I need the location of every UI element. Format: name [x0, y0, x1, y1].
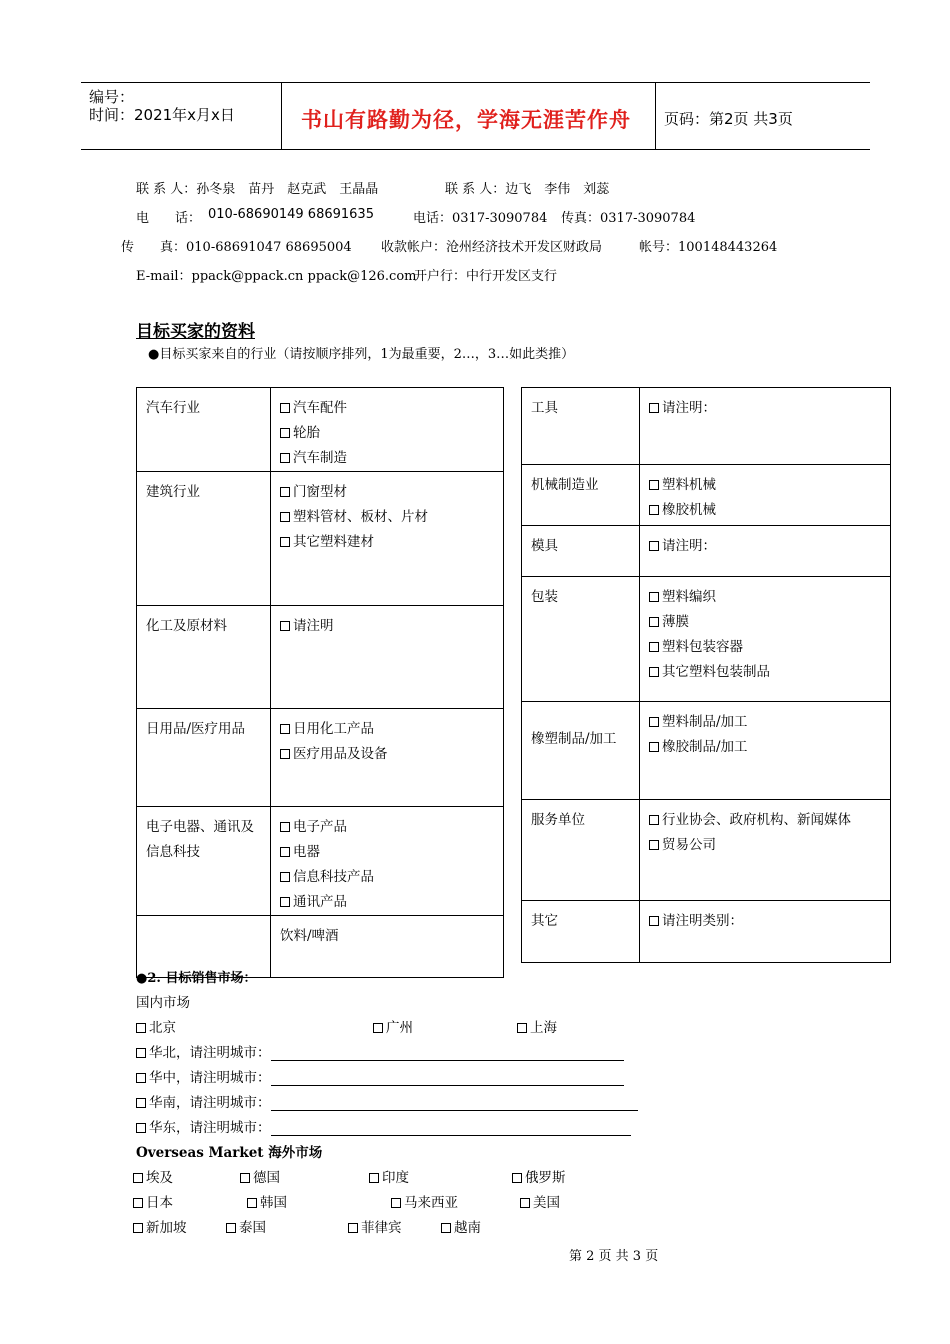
- checkbox-beijing[interactable]: 北京: [136, 1016, 176, 1036]
- checkbox-option[interactable]: 行业协会、政府机构、新闻媒体: [649, 808, 890, 833]
- table-row: [522, 465, 891, 526]
- checkbox-icon[interactable]: [240, 1173, 250, 1183]
- checkbox-icon[interactable]: [649, 916, 659, 926]
- options-cell: [640, 577, 891, 702]
- checkbox-icon[interactable]: [280, 724, 290, 734]
- contact-persons-right: 联 系 人：边飞 李伟 刘蕊: [445, 182, 610, 197]
- checkbox-icon[interactable]: [649, 717, 659, 727]
- checkbox-icon[interactable]: [649, 667, 659, 677]
- checkbox-icon[interactable]: [280, 453, 290, 463]
- table-row: [137, 807, 504, 916]
- table-row: [137, 606, 504, 709]
- checkbox-option[interactable]: 汽车制造: [280, 446, 503, 471]
- header-top-rule: [81, 82, 870, 83]
- checkbox-icon[interactable]: [649, 617, 659, 627]
- checkbox-icon[interactable]: [369, 1173, 379, 1183]
- category-cell: 包装: [522, 577, 640, 702]
- checkbox-option[interactable]: 塑料管材、板材、片材: [280, 505, 503, 530]
- checkbox-option[interactable]: 塑料制品/加工: [649, 710, 890, 735]
- checkbox-country[interactable]: 埃及: [133, 1166, 173, 1186]
- account-number: 帐号：100148443264: [639, 240, 778, 255]
- checkbox-icon[interactable]: [441, 1223, 451, 1233]
- checkbox-icon[interactable]: [280, 487, 290, 497]
- checkbox-option[interactable]: 日用化工产品: [280, 717, 503, 742]
- header-motto: 书山有路勤为径，学海无涯苦作舟: [301, 108, 631, 132]
- options-cell: [271, 807, 504, 916]
- page-indicator: 页码：第2页 共3页: [664, 110, 793, 128]
- options-cell: [271, 472, 504, 606]
- options-cell: [640, 702, 891, 800]
- header-bottom-rule: [81, 149, 870, 150]
- checkbox-option[interactable]: 医疗用品及设备: [280, 742, 503, 767]
- checkbox-option[interactable]: 汽车配件: [280, 396, 503, 421]
- domestic-market-label: 国内市场: [136, 995, 190, 1011]
- category-cell: 工具: [522, 388, 640, 465]
- checkbox-option[interactable]: 请注明：: [649, 396, 890, 421]
- checkbox-icon[interactable]: [133, 1223, 143, 1233]
- checkbox-option[interactable]: 贸易公司: [649, 833, 890, 858]
- table-row: [522, 901, 891, 963]
- checkbox-icon[interactable]: [649, 815, 659, 825]
- category-cell: 服务单位: [522, 800, 640, 901]
- time-label: 时间：2021年x月x日: [89, 106, 235, 124]
- checkbox-option[interactable]: 通讯产品: [280, 890, 503, 915]
- options-cell: [640, 388, 891, 465]
- fax-right: 传真：0317-3090784: [561, 211, 696, 226]
- checkbox-icon[interactable]: [280, 847, 290, 857]
- category-cell: 日用品/医疗用品: [137, 709, 271, 807]
- checkbox-icon[interactable]: [649, 840, 659, 850]
- options-cell: [640, 901, 891, 963]
- checkbox-option[interactable]: 电器: [280, 840, 503, 865]
- phone-number: 010-68690149 68691635: [208, 207, 374, 222]
- category-cell: 化工及原材料: [137, 606, 271, 709]
- checkbox-icon[interactable]: [649, 541, 659, 551]
- phone-label: 电 话：: [136, 211, 202, 226]
- checkbox-option[interactable]: 轮胎: [280, 421, 503, 446]
- table-row: [522, 577, 891, 702]
- buyers-note: ●目标买家来自的行业（请按顺序排列，1为最重要，2…，3…如此类推）: [148, 347, 575, 362]
- region-north[interactable]: 华北，请注明城市：: [136, 1041, 624, 1061]
- checkbox-country[interactable]: 菲律宾: [348, 1216, 402, 1236]
- checkbox-country[interactable]: 日本: [133, 1191, 173, 1211]
- email: E-mail：ppack@ppack.cn ppack@126.com: [136, 269, 417, 284]
- doc-number-label: 编号：: [89, 88, 135, 106]
- category-cell: 其它: [522, 901, 640, 963]
- city-input-line[interactable]: [271, 1071, 624, 1086]
- section-title-markets: ●2. 目标销售市场：: [136, 971, 257, 986]
- table-row: [137, 388, 504, 472]
- checkbox-country[interactable]: 新加坡: [133, 1216, 187, 1236]
- checkbox-country[interactable]: 韩国: [247, 1191, 287, 1211]
- checkbox-country[interactable]: 泰国: [226, 1216, 266, 1236]
- checkbox-country[interactable]: 印度: [369, 1166, 409, 1186]
- checkbox-icon[interactable]: [136, 1023, 146, 1033]
- region-central[interactable]: 华中，请注明城市：: [136, 1066, 624, 1086]
- checkbox-guangzhou[interactable]: 广州: [373, 1016, 413, 1036]
- checkbox-icon[interactable]: [280, 403, 290, 413]
- checkbox-icon[interactable]: [520, 1198, 530, 1208]
- contact-persons-left: 联 系 人：孙冬泉 苗丹 赵克武 王晶晶: [136, 182, 379, 197]
- table-row: [522, 800, 891, 901]
- checkbox-icon[interactable]: [649, 742, 659, 752]
- region-south[interactable]: 华南，请注明城市：: [136, 1091, 638, 1111]
- checkbox-icon[interactable]: [280, 897, 290, 907]
- checkbox-option[interactable]: 塑料编织: [649, 585, 890, 610]
- checkbox-icon[interactable]: [136, 1123, 146, 1133]
- header-divider: [281, 82, 282, 149]
- overseas-market-label: Overseas Market 海外市场: [136, 1145, 323, 1161]
- checkbox-icon[interactable]: [649, 403, 659, 413]
- checkbox-country[interactable]: 马来西亚: [391, 1191, 458, 1211]
- region-east[interactable]: 华东，请注明城市：: [136, 1116, 631, 1136]
- checkbox-icon[interactable]: [133, 1173, 143, 1183]
- checkbox-country[interactable]: 美国: [520, 1191, 560, 1211]
- checkbox-option[interactable]: 塑料机械: [649, 473, 890, 498]
- checkbox-option[interactable]: 信息科技产品: [280, 865, 503, 890]
- city-input-line[interactable]: [271, 1046, 624, 1061]
- category-cell: 建筑行业: [137, 472, 271, 606]
- checkbox-option[interactable]: 其它塑料建材: [280, 530, 503, 555]
- options-cell: [640, 800, 891, 901]
- checkbox-country[interactable]: 德国: [240, 1166, 280, 1186]
- category-cell: 橡塑制品/加工: [522, 702, 640, 800]
- options-cell: [271, 606, 504, 709]
- checkbox-option[interactable]: 请注明：: [649, 534, 890, 559]
- options-cell: [271, 709, 504, 807]
- checkbox-option[interactable]: 请注明类别：: [649, 909, 890, 934]
- header-divider: [655, 82, 656, 149]
- city-input-line[interactable]: [271, 1121, 631, 1136]
- checkbox-icon[interactable]: [136, 1073, 146, 1083]
- options-cell: [640, 465, 891, 526]
- table-row: [137, 472, 504, 606]
- checkbox-icon[interactable]: [348, 1223, 358, 1233]
- options-cell: [640, 526, 891, 577]
- checkbox-icon[interactable]: [649, 592, 659, 602]
- checkbox-icon[interactable]: [280, 822, 290, 832]
- category-cell: 汽车行业: [137, 388, 271, 472]
- checkbox-country[interactable]: 俄罗斯: [512, 1166, 566, 1186]
- checkbox-icon[interactable]: [280, 749, 290, 759]
- checkbox-icon[interactable]: [373, 1023, 383, 1033]
- checkbox-shanghai[interactable]: 上海: [517, 1016, 557, 1036]
- checkbox-icon[interactable]: [649, 480, 659, 490]
- phone-right: 电话：0317-3090784: [413, 211, 548, 226]
- checkbox-icon[interactable]: [280, 428, 290, 438]
- table-row: [522, 526, 891, 577]
- section-title-buyers: 目标买家的资料: [136, 322, 255, 342]
- category-cell: 模具: [522, 526, 640, 577]
- table-row: [522, 388, 891, 465]
- options-cell: [271, 388, 504, 472]
- checkbox-icon[interactable]: [649, 642, 659, 652]
- checkbox-country[interactable]: 越南: [441, 1216, 481, 1236]
- checkbox-icon[interactable]: [136, 1048, 146, 1058]
- checkbox-option[interactable]: 电子产品: [280, 815, 503, 840]
- checkbox-option[interactable]: 橡胶制品/加工: [649, 735, 890, 760]
- industry-table-right: [521, 387, 891, 963]
- checkbox-icon[interactable]: [136, 1098, 146, 1108]
- checkbox-icon[interactable]: [280, 512, 290, 522]
- checkbox-option[interactable]: 橡胶机械: [649, 498, 890, 523]
- bank-account: 收款帐户：沧州经济技术开发区财政局: [381, 240, 603, 255]
- checkbox-icon[interactable]: [649, 505, 659, 515]
- checkbox-icon[interactable]: [280, 872, 290, 882]
- checkbox-icon[interactable]: [391, 1198, 401, 1208]
- category-cell: 电子电器、通讯及信息科技: [137, 807, 271, 916]
- table-row: [137, 709, 504, 807]
- category-cell: 机械制造业: [522, 465, 640, 526]
- city-input-line[interactable]: [271, 1096, 638, 1111]
- checkbox-icon[interactable]: [517, 1023, 527, 1033]
- checkbox-icon[interactable]: [512, 1173, 522, 1183]
- fax-left: 传 真：010-68691047 68695004: [121, 240, 352, 255]
- checkbox-icon[interactable]: [247, 1198, 257, 1208]
- checkbox-icon[interactable]: [133, 1198, 143, 1208]
- checkbox-option[interactable]: 塑料包装容器: [649, 635, 890, 660]
- industry-table-left: [136, 387, 504, 978]
- options-cell: 饮料/啤酒: [271, 916, 504, 978]
- checkbox-icon[interactable]: [226, 1223, 236, 1233]
- table-row: [522, 702, 891, 800]
- bank-branch: 开户行：中行开发区支行: [414, 269, 558, 284]
- checkbox-icon[interactable]: [280, 621, 290, 631]
- checkbox-option[interactable]: 请注明: [280, 614, 503, 639]
- checkbox-option[interactable]: 其它塑料包装制品: [649, 660, 890, 685]
- page-footer: 第 2 页 共 3 页: [569, 1249, 659, 1264]
- checkbox-option[interactable]: 薄膜: [649, 610, 890, 635]
- checkbox-icon[interactable]: [280, 537, 290, 547]
- checkbox-option[interactable]: 门窗型材: [280, 480, 503, 505]
